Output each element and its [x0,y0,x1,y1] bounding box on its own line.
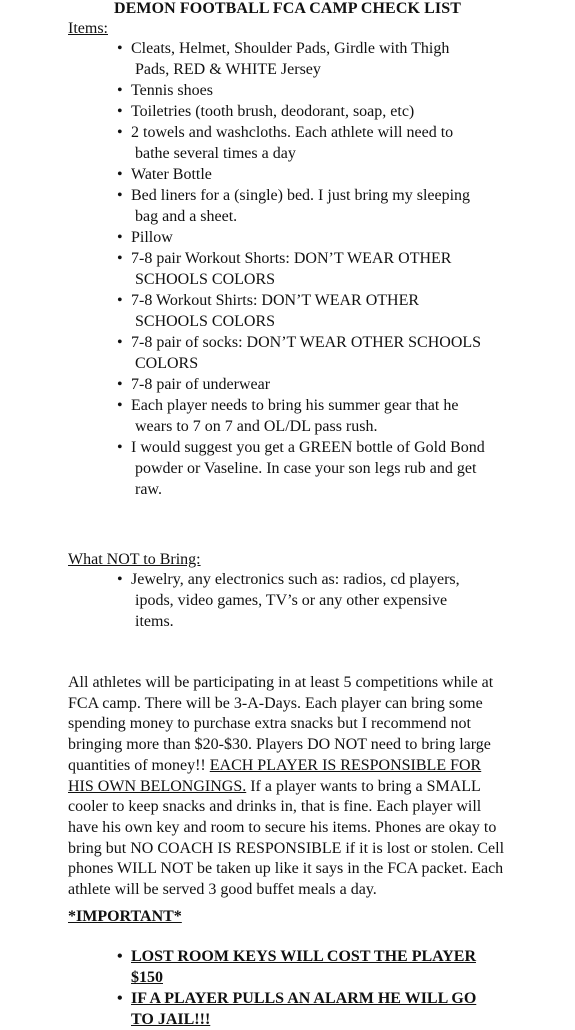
bullet-icon: • [117,439,123,456]
list-item: • 7-8 pair of socks: DON’T WEAR OTHER SCHOOLS COLORS [117,334,482,372]
list-item: • I would suggest you get a GREEN bottle of Gold Bond powder or Vaseline. In case your son legs rub and get raw. [117,439,485,498]
camp-info-paragraph: All athletes will be participating in at least 5 competitions while at FCA camp. There will be 3-A-Days. Each player can bring some spending money to purchase extra snacks but I recommend not bringing more than $20-$30. Players DO NOT need to bring large quantities of money!! EACH PLAYER IS RESPONSIBLE FOR HIS OWN BELONGINGS. If a player wants to bring a SMALL cooler to keep snacks and drinks in, that is fine. Each player will have his own key and room to secure his items. Phones are okay to bring but NO COACH IS RESPONSIBLE if it is lost or stolen. Cell phones WILL NOT be taken up like it says in the FCA packet. Each athlete will be served 3 good buffet meals a day. [68,674,505,899]
list-item: • Water Bottle [117,166,212,183]
bullet-icon: • [117,292,123,309]
important-list [117,946,537,1030]
bullet-icon: • [117,250,123,267]
list-item: • Jewelry, any electronics such as: radios, cd players, ipods, video games, TV’s or any other expensive items. [117,571,460,630]
bullet-icon: • [117,166,123,183]
page-title: DEMON FOOTBALL FCA CAMP CHECK LIST [114,0,461,17]
list-item: • Toiletries (tooth brush, deodorant, soap, etc) [117,103,415,120]
list-item: • 7-8 pair of underwear [117,376,271,393]
items-heading: Items: [68,20,108,37]
bullet-icon: • [117,571,123,588]
bullet-icon: • [117,990,123,1007]
bullet-icon: • [117,948,123,965]
bullet-icon: • [117,187,123,204]
list-item: • 2 towels and washcloths. Each athlete will need to bathe several times a day [117,124,454,162]
responsibility-notice: EACH PLAYER IS RESPONSIBLE FOR HIS OWN BELONGINGS. [68,756,482,795]
bullet-icon: • [117,397,123,414]
list-item: • Cleats, Helmet, Shoulder Pads, Girdle with Thigh Pads, RED & WHITE Jersey [117,40,450,78]
bullet-icon: • [117,82,123,99]
list-item: • IF A PLAYER PULLS AN ALARM HE WILL GO TO JAIL!!! [117,990,477,1028]
list-item: • LOST ROOM KEYS WILL COST THE PLAYER $150 [117,948,477,986]
bullet-icon: • [117,40,123,57]
list-item: • Tennis shoes [117,82,213,99]
important-heading: *IMPORTANT* [68,908,182,925]
list-item: • Bed liners for a (single) bed. I just bring my sleeping bag and a sheet. [117,187,471,225]
list-item: • 7-8 Workout Shirts: DON’T WEAR OTHER SCHOOLS COLORS [117,292,420,330]
list-item: • Each player needs to bring his summer gear that he wears to 7 on 7 and OL/DL pass rush. [117,397,459,435]
bullet-icon: • [117,124,123,141]
bullet-icon: • [117,376,123,393]
list-item: • Pillow [117,229,173,246]
list-item: • 7-8 pair Workout Shorts: DON’T WEAR OTHER SCHOOLS COLORS [117,250,452,288]
bullet-icon: • [117,103,123,120]
items-list [117,38,517,500]
not-to-bring-heading: What NOT to Bring: [68,551,201,568]
not-to-bring-list [117,569,517,632]
bullet-icon: • [117,334,123,351]
bullet-icon: • [117,229,123,246]
